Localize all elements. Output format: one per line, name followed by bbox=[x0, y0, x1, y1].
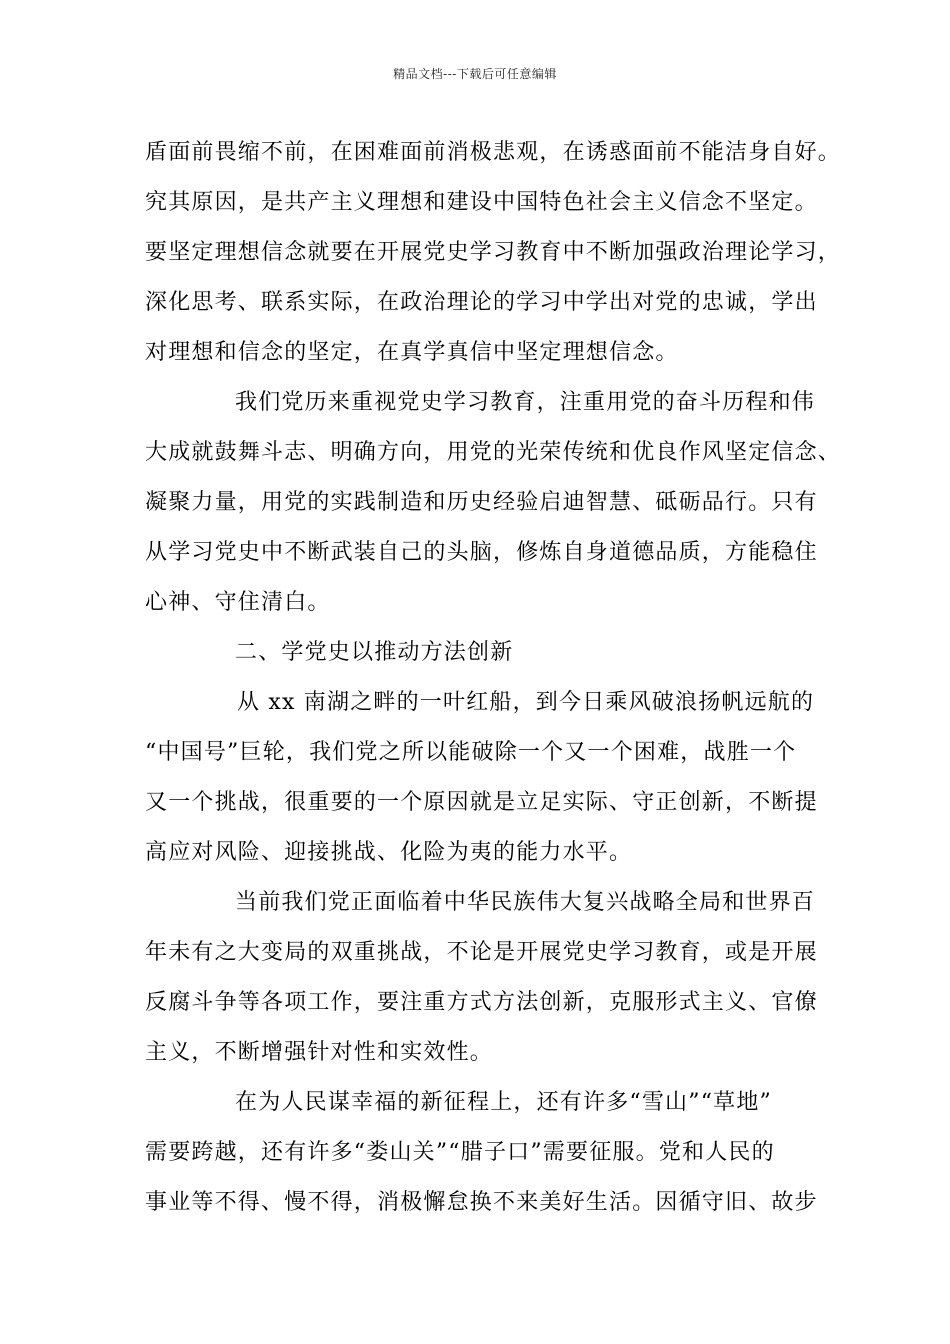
text-line: “中国号”巨轮，我们党之所以能破除一个又一个困难，战胜一个 bbox=[145, 740, 797, 765]
text-line: 又一个挑战，很重要的一个原因就是立足实际、守正创新，不断提 bbox=[145, 790, 818, 815]
paragraph-first-line: 当前我们党正面临着中华民族伟大复兴战略全局和世界百 bbox=[235, 890, 816, 915]
document-body bbox=[145, 128, 842, 1228]
text-line: 深化思考、联系实际，在政治理论的学习中学出对党的忠诚，学出 bbox=[145, 290, 818, 315]
paragraph-first-line: 我们党历来重视党史学习教育，注重用党的奋斗历程和伟 bbox=[235, 390, 816, 415]
text-line: 反腐斗争等各项工作，要注重方式方法创新，克服形式主义、官僚 bbox=[145, 990, 818, 1015]
text-line: 盾面前畏缩不前，在困难面前消极悲观，在诱惑面前不能洁身自好。 bbox=[145, 140, 842, 165]
text-line: 对理想和信念的坚定，在真学真信中坚定理想信念。 bbox=[145, 340, 679, 365]
page-header: 精品文档---下载后可任意编辑 bbox=[393, 67, 557, 81]
text-line: 大成就鼓舞斗志、明确方向，用党的光荣传统和优良作风坚定信念、 bbox=[145, 440, 842, 465]
text-line: 要坚定理想信念就要在开展党史学习教育中不断加强政治理论学习， bbox=[145, 240, 842, 265]
text-line: 主义，不断增强针对性和实效性。 bbox=[145, 1040, 494, 1065]
text-line: 从学习党史中不断武装自己的头脑，修炼自身道德品质，方能稳住 bbox=[145, 540, 818, 565]
text-line: 究其原因，是共产主义理想和建设中国特色社会主义信念不坚定。 bbox=[145, 190, 818, 215]
text-line: 需要跨越，还有许多“娄山关”“腊子口”需要征服。党和人民的 bbox=[145, 1140, 775, 1165]
text-line: 事业等不得、慢不得，消极懈怠换不来美好生活。因循守旧、故步 bbox=[145, 1190, 818, 1215]
text-line: 凝聚力量，用党的实践制造和历史经验启迪智慧、砥砺品行。只有 bbox=[145, 490, 818, 515]
section-heading: 二、学党史以推动方法创新 bbox=[235, 640, 514, 665]
text-line: 高应对风险、迎接挑战、化险为夷的能力水平。 bbox=[145, 840, 633, 865]
paragraph-first-line: 从 xx 南湖之畔的一叶红船，到今日乘风破浪扬帆远航的 bbox=[237, 690, 815, 715]
paragraph-first-line: 在为人民谋幸福的新征程上，还有许多“雪山”“草地” bbox=[235, 1090, 772, 1115]
text-line: 心神、守住清白。 bbox=[145, 590, 331, 615]
text-line: 年未有之大变局的双重挑战，不论是开展党史学习教育，或是开展 bbox=[145, 940, 818, 965]
